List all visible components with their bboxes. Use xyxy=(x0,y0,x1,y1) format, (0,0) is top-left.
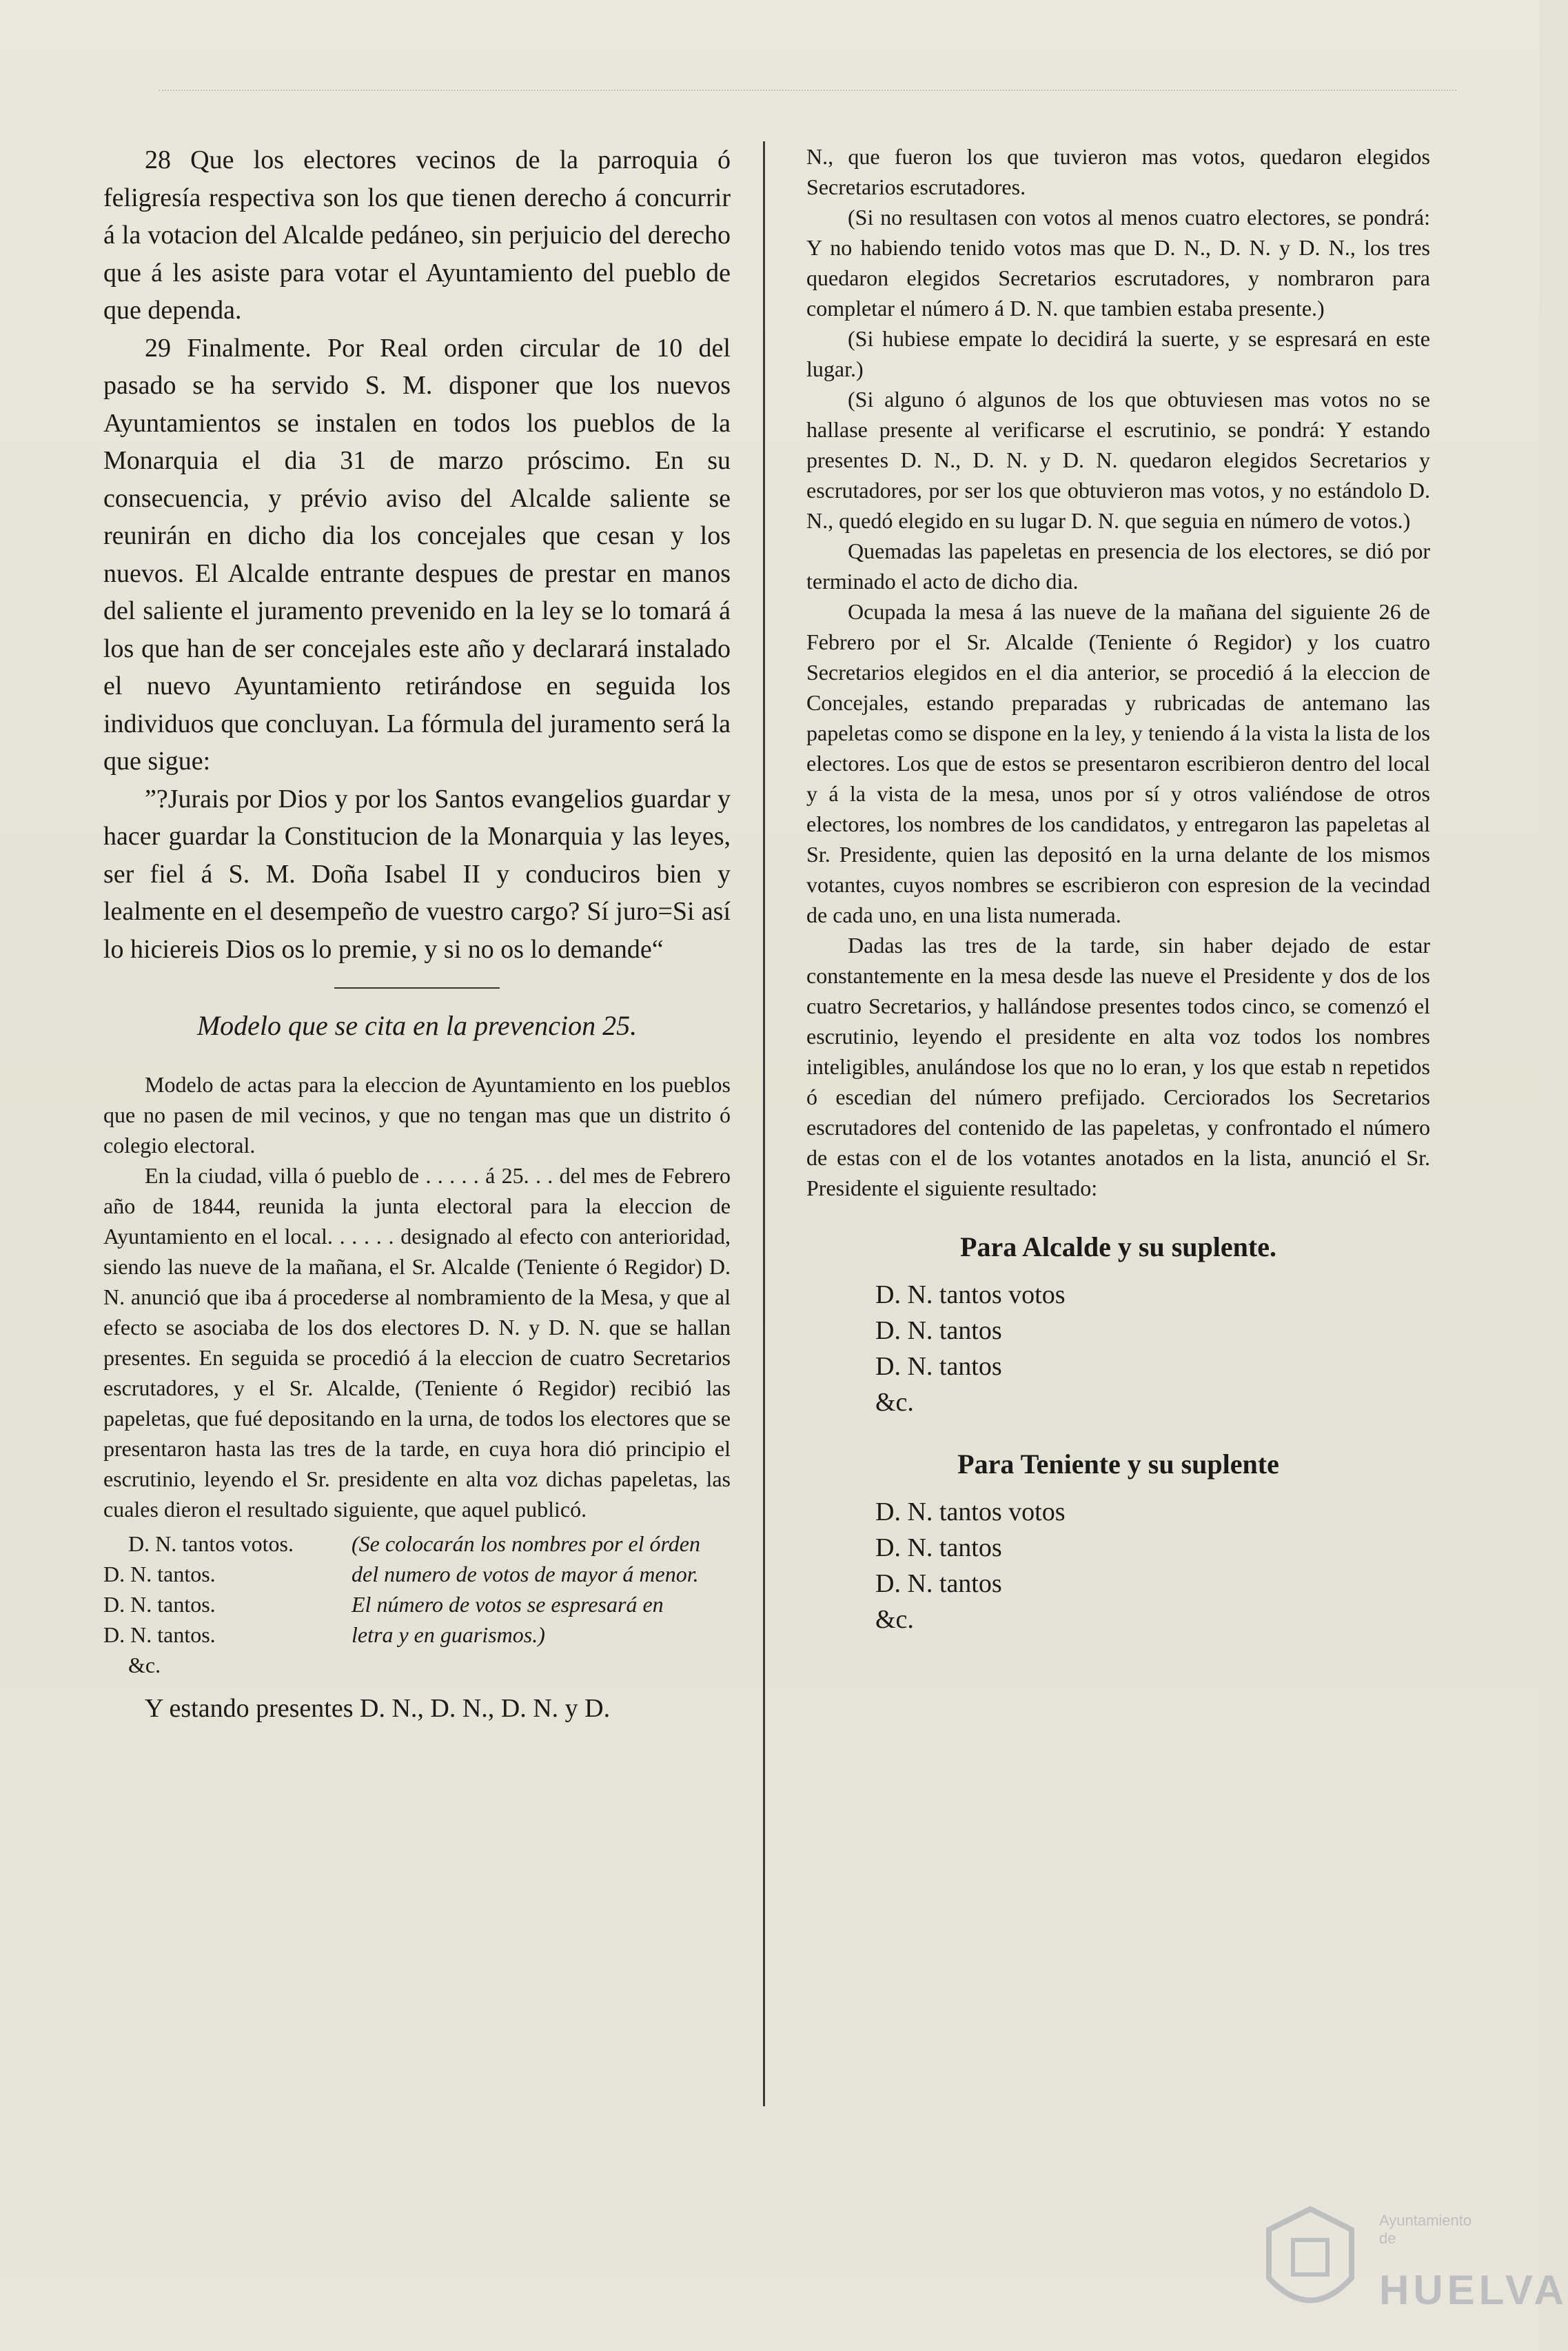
tally-list xyxy=(103,1528,352,1680)
tally-row: D. N. tantos. xyxy=(103,1562,216,1586)
right-column xyxy=(806,141,1430,1637)
crest-icon xyxy=(1255,2202,1365,2326)
right-paragraph-2: (Si no resultasen con votos al menos cuatro electores, se pondrá: Y no habiendo tenido votos mas que D. N., D. N. y D. N., los tres quedaron elegidos Secretarios escrutadores, y nombraron para completar el número á D. N. que tambien estaba presente.) xyxy=(806,205,1430,321)
left-column xyxy=(103,141,731,1728)
model-intro: Modelo de actas para la eleccion de Ayuntamiento en los pueblos que no pasen de mil vecinos, y que no tengan mas que un distrito ó colegio electoral. xyxy=(103,1072,731,1158)
result-line: D. N. tantos xyxy=(875,1352,1002,1381)
tally-row: D. N. tantos. xyxy=(103,1592,216,1617)
watermark-name: HUELVA xyxy=(1379,2267,1568,2313)
top-margin xyxy=(159,14,1456,91)
tally-row: &c. xyxy=(128,1653,161,1677)
right-paragraph-7: Dadas las tres de la tarde, sin haber dejado de estar constantemente en la mesa desde las nueve el Presidente y dos de los cuatro Secretarios, y hallándose presentes todos cinco, se comenzó el escrutinio, leyendo el presidente en alta voz todos los nombres inteligibles, anulándose los que no lo eran, y los que estab n repetidos ó escedian del número prefijado. Cerciorados los Secretarios escrutadores del contenido de las papeletas, y confrontado el número de estas con el de los votantes anotados en la lista, anunció el Sr. Presidente el siguiente resultado: xyxy=(806,933,1430,1200)
right-paragraph-3: (Si hubiese empate lo decidirá la suerte, y se espresará en este lugar.) xyxy=(806,326,1430,381)
paragraph-28: 28 Que los electores vecinos de la parroquia ó feligresía respectiva son los que tienen derecho á concurrir á la votacion del Alcalde pedáneo, sin perjuicio del derecho que á les asiste para votar el Ayuntamiento del pueblo de que dependa. xyxy=(103,145,731,325)
huelva-watermark xyxy=(1255,2202,1568,2326)
closing-line: Y estando presentes D. N., D. N., D. N. y D. xyxy=(145,1694,611,1723)
result-line: D. N. tantos xyxy=(875,1533,1002,1562)
model-body: En la ciudad, villa ó pueblo de . . . . . á 25. . . del mes de Febrero año de 1844, reunida la junta electoral para la eleccion de Ayuntamiento en el local. . . . . . designado al efecto con anterioridad, siendo las nueve de la mañana, el Sr. Alcalde (Teniente ó Regidor) D. N. anunció que iba á procederse al nombramiento de la Mesa, y que al efecto se asociaba de los dos electores D. N. y D. N. que se hallan presentes. En seguida se procedió á la eleccion de cuatro Secretarios escrutadores, y el Sr. Alcalde, (Teniente ó Regidor) recibió las papeletas, que fué depositando en la urna, de todos los electores que se presentaron hasta las tres de la tarde, en cuya hora dió principio el escrutinio, leyendo el Sr. presidente en alta voz dichas papeletas, las cuales dieron el resultado siguiente, que aquel publicó. xyxy=(103,1163,731,1522)
watermark-subtitle: Ayuntamiento de xyxy=(1379,2212,1472,2247)
right-paragraph-4: (Si alguno ó algunos de los que obtuviesen mas votos no se hallase presente al verificarse el escrutinio, se pondrá: Y estando presentes D. N., D. N. y D. N. quedaron elegidos Secretarios y escrutadores, por ser los que obtuvieron mas votos, y no estándolo D. N., quedó elegido en su lugar D. N. que seguia en número de votos.) xyxy=(806,387,1430,533)
section-alcalde: Para Alcalde y su suplente. xyxy=(960,1231,1276,1262)
model-heading: Modelo que se cita en la prevencion 25. xyxy=(196,1010,638,1041)
right-paragraph-6: Ocupada la mesa á las nueve de la mañana del siguiente 26 de Febrero por el Sr. Alcalde (Teniente ó Regidor) y los cuatro Secretarios elegidos en el dia anterior, se procedió á la eleccion de Concejales, estando preparadas y rubricadas de antemano las papeletas como se dispone en la ley, y teniendo á la vista la lista de los electores. Los que de estos se presentaron escribieron dentro del local y á la vista de la mesa, unos por sí y otros valiéndose de otros electores, los nombres de los candidatos, y entregaron las papeletas al Sr. Presidente, quien las depositó en la urna delante de los mismos votantes, cuyos nombres se escribieron con espresion de la vecindad de cada uno, en una lista numerada. xyxy=(806,599,1430,927)
tally-row: D. N. tantos. xyxy=(103,1622,216,1647)
oath-text: ”?Jurais por Dios y por los Santos evangelios guardar y hacer guardar la Constitucion de la Monarquia y las leyes, ser fiel á S. M. Doña Isabel II y conduciros bien y lealmente en el desempeño de vuestro cargo? Sí juro=Si así lo hiciereis Dios os lo premie, y si no os lo demande“ xyxy=(103,784,731,964)
right-paragraph-5: Quemadas las papeletas en presencia de los electores, se dió por terminado el acto de dicho dia. xyxy=(806,538,1430,594)
tally-row: D. N. tantos votos. xyxy=(128,1531,294,1556)
separator-rule xyxy=(334,987,500,989)
result-line: D. N. tantos votos xyxy=(875,1497,1066,1526)
result-line: &c. xyxy=(875,1388,914,1417)
result-line: D. N. tantos xyxy=(875,1569,1002,1598)
section-teniente: Para Teniente y su suplente xyxy=(957,1449,1279,1480)
column-divider xyxy=(763,141,765,2106)
tally-note: (Se colocarán los nombres por el órden del numero de votos de mayor á menor. El número de votos se espresará en letra y en guarismos.) xyxy=(352,1531,700,1647)
result-line: D. N. tantos votos xyxy=(875,1280,1066,1309)
result-line: &c. xyxy=(875,1605,914,1634)
paragraph-29: 29 Finalmente. Por Real orden circular de 10 del pasado se ha servido S. M. disponer que los nuevos Ayuntamientos se instalen en todos los pueblos de la Monarquia el dia 31 de marzo próscimo. En su consecuencia, y prévio aviso del Alcalde saliente se reunirán en dicho dia los concejales que cesan y los nuevos. El Alcalde entrante despues de prestar en manos del saliente el juramento prevenido en la ley se lo tomará á los que han de ser concejales este año y declarará instalado el nuevo Ayuntamiento retirándose en seguida los individuos que concluyan. La fórmula del juramento será la que sigue: xyxy=(103,333,731,776)
result-line: D. N. tantos xyxy=(875,1316,1002,1345)
right-paragraph-1: N., que fueron los que tuvieron mas votos, quedaron elegidos Secretarios escrutadores. xyxy=(806,144,1430,199)
tally-block xyxy=(103,1528,731,1680)
